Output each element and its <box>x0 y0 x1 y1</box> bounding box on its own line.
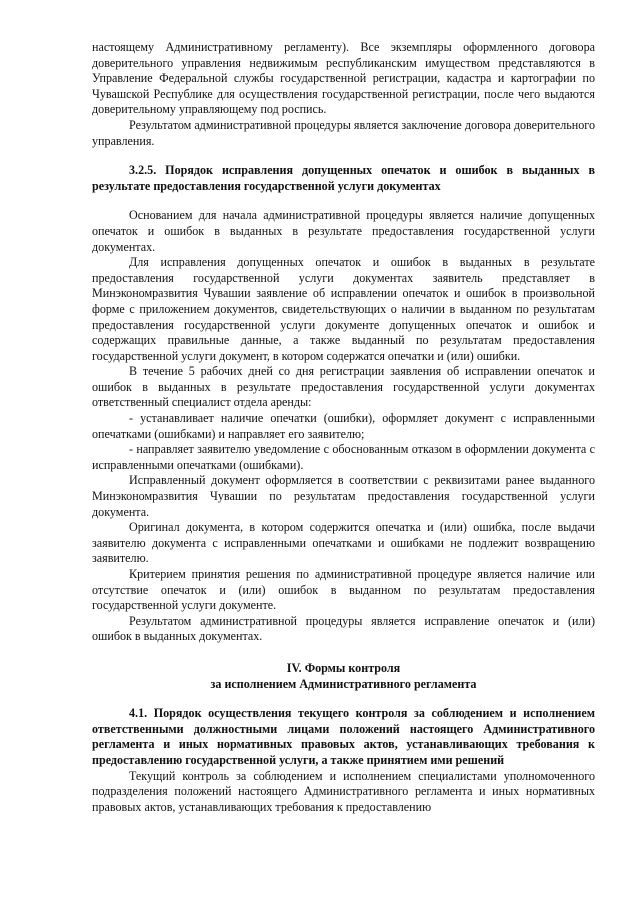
section-heading-3-2-5: 3.2.5. Порядок исправления допущенных опечаток и ошибок в выданных в результате предоставления государственной услуги документах <box>92 163 595 193</box>
list-item: - направляет заявителю уведомление с обоснованным отказом в оформлении документа с исправленными опечатками (ошибками). <box>92 442 595 472</box>
paragraph: Текущий контроль за соблюдением и исполнением специалистами уполномоченного подразделения положений настоящего Административного регламента и иных нормативных правовых актов, устанавливающих требования к предоставлению <box>92 768 595 814</box>
paragraph: Основанием для начала административной процедуры является наличие допущенных опечаток и ошибок в выданных в результате предоставления государственной услуги документах. <box>92 208 595 254</box>
document-page <box>92 40 595 815</box>
paragraph: В течение 5 рабочих дней со дня регистрации заявления об исправлении опечаток и ошибок в выданных в результате предоставления государственной услуги документах ответственный специалист отдела аренды: <box>92 364 595 410</box>
paragraph: настоящему Административному регламенту). Все экземпляры оформленного договора доверительного управления недвижимым республиканским имуществом представляются в Управление Федеральной службы государственной регистрации, кадастра и картографии по Чувашской Республике для осуществления государственной регистрации, после чего выдаются доверительному управляющему под роспись. <box>92 40 595 117</box>
paragraph: Критерием принятия решения по административной процедуре является наличие или отсутствие опечаток и (или) ошибок в выданном по результатам предоставления государственной услуги документе. <box>92 567 595 613</box>
paragraph: Результатом административной процедуры является заключение договора доверительного управления. <box>92 117 595 148</box>
chapter-subtitle: за исполнением Административного регламента <box>210 676 477 691</box>
paragraph: Результатом административной процедуры является исправление опечаток и (или) ошибок в выданных документах. <box>92 613 595 644</box>
chapter-title: IV. Формы контроля <box>286 660 401 675</box>
paragraph: Для исправления допущенных опечаток и ошибок в выданных в результате предоставления государственной услуги документах заявитель представляет в Минэкономразвития Чувашии заявление об исправлении опечаток и ошибок в произвольной форме с приложением документов, свидетельствующих о наличии в выданном по результатам предоставления государственной услуги документе допущенных опечаток и ошибок и содержащих правильные данные, а также выданный по результатам предоставления государственной услуги документ, в котором содержатся опечатки и (или) ошибки. <box>92 255 595 363</box>
list-item: - устанавливает наличие опечатки (ошибки), оформляет документ с исправленными опечатками (ошибками) и направляет его заявителю; <box>92 411 595 441</box>
paragraph: Исправленный документ оформляется в соответствии с реквизитами ранее выданного Минэкономразвития Чувашии по результатам предоставления государственной услуги документа. <box>92 473 595 519</box>
paragraph: Оригинал документа, в котором содержится опечатка и (или) ошибка, после выдачи заявителю документа с исправленными опечатками и ошибками не подлежит возвращению заявителю. <box>92 520 595 566</box>
section-heading-4-1: 4.1. Порядок осуществления текущего контроля за соблюдением и исполнением ответственными должностными лицами положений настоящего Административного регламента и иных нормативных правовых актов, устанавливающих требования к предоставлению государственной услуги, а также принятием ими решений <box>92 706 595 767</box>
